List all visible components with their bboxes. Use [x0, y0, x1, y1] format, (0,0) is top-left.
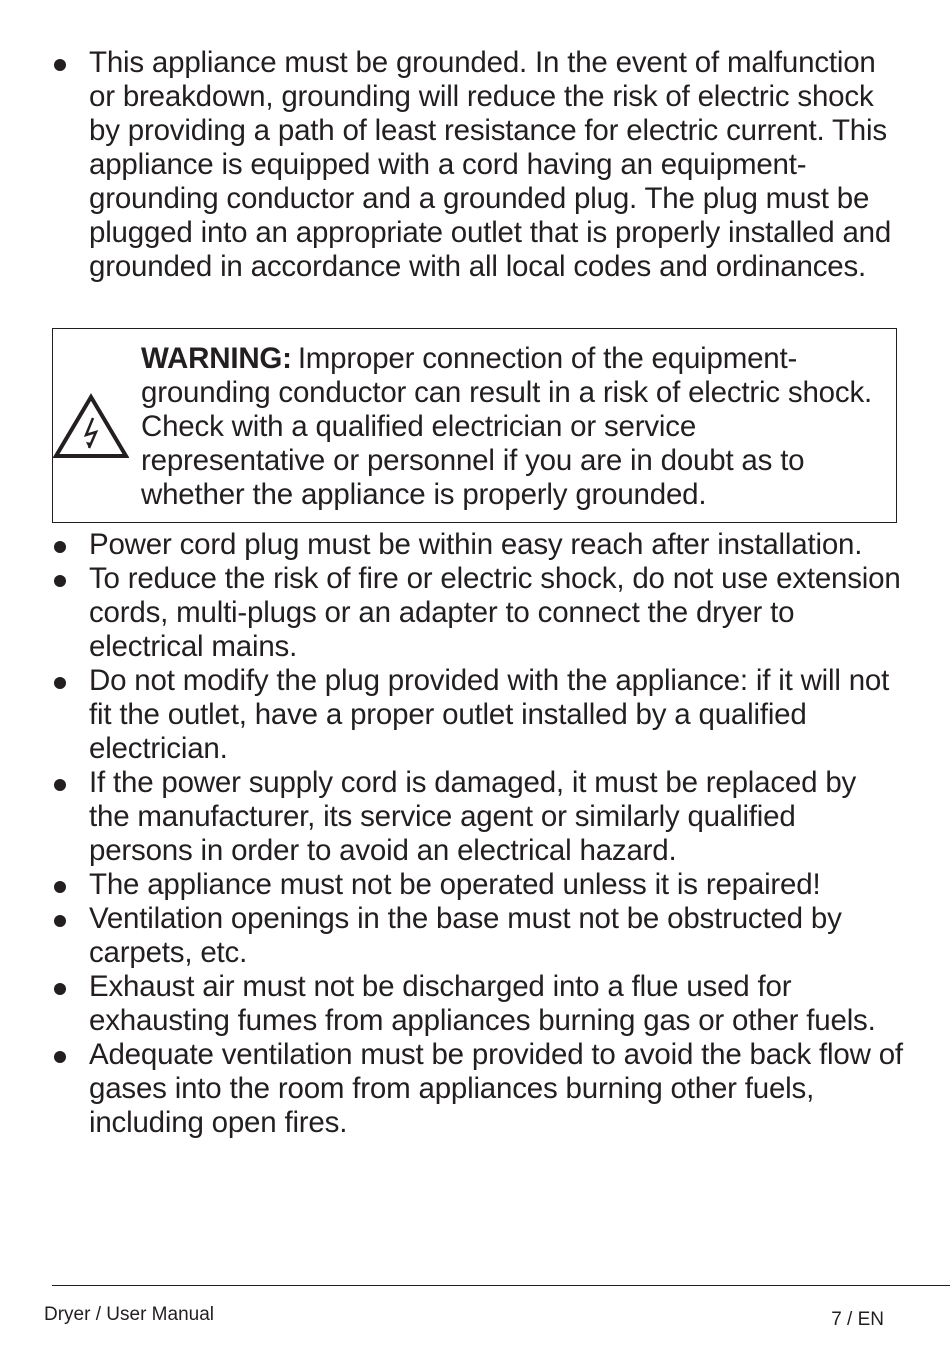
list-item: If the power supply cord is damaged, it must be replaced by the manufacturer, its service agent or similarly qualified persons in order to avoid an electrical hazard.	[0, 766, 904, 868]
list-item: Do not modify the plug provided with the appliance: if it will not fit the outlet, have a proper outlet installed by a qualified electrician.	[0, 664, 904, 766]
warning-label: WARNING:	[141, 342, 292, 375]
warning-box	[52, 328, 897, 523]
footer-divider	[52, 1285, 950, 1286]
safety-list-bottom	[0, 528, 904, 1140]
list-item: The appliance must not be operated unless it is repaired!	[0, 868, 904, 902]
safety-list-top	[0, 46, 904, 284]
list-item: This appliance must be grounded. In the event of malfunction or breakdown, grounding will reduce the risk of electric shock by providing a path of least resistance for electric current. This appliance is equipped with a cord having an equipment-grounding conductor and a grounded plug. The plug must be plugged into an appropriate outlet that is properly installed and grounded in accordance with all local codes and ordinances.	[0, 46, 904, 284]
warning-text	[141, 342, 881, 512]
footer-page-number: 7 / EN	[831, 1309, 884, 1330]
list-item: Exhaust air must not be discharged into a flue used for exhausting fumes from appliances burning gas or other fuels.	[0, 970, 904, 1038]
footer-document-title: Dryer / User Manual	[44, 1304, 214, 1325]
list-item: To reduce the risk of fire or electric shock, do not use extension cords, multi-plugs or an adapter to connect the dryer to electrical mains.	[0, 562, 904, 664]
list-item: Ventilation openings in the base must not be obstructed by carpets, etc.	[0, 902, 904, 970]
list-item: Power cord plug must be within easy reach after installation.	[0, 528, 904, 562]
warning-body: Improper connection of the equipment-grounding conductor can result in a risk of electric shock. Check with a qualified electrician or service representative or personnel if you are in doubt as to whether the appliance is properly grounded.	[141, 342, 872, 511]
electric-hazard-warning-icon	[53, 392, 129, 460]
list-item: Adequate ventilation must be provided to avoid the back flow of gases into the room from appliances burning other fuels, including open fires.	[0, 1038, 904, 1140]
